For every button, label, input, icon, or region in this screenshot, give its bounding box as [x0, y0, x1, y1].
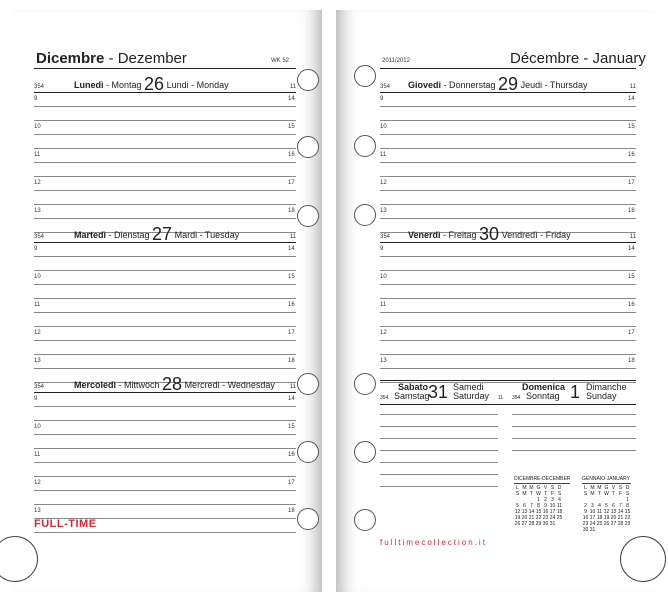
hour-label: 10 — [34, 424, 41, 430]
hour-label-right: 18 — [288, 208, 295, 214]
hour-label: 13 — [34, 508, 41, 514]
hour-label: 11 — [380, 152, 387, 158]
binder-hole — [354, 373, 376, 395]
binder-hole — [297, 205, 319, 227]
mini-calendar-january: GENNAIO-JANUARY L M M G V S D S M T W T F S 1 2 3 4 5 6 7 8 9 10 11 12 13 14 15 16 17 18 19 20 21 22 23 24 25 26 27 28 29 30 31 — [582, 476, 631, 533]
hour-label-right: 16 — [288, 452, 295, 458]
hour-label-right: 14 — [288, 96, 295, 102]
hour-label: 11 — [34, 152, 41, 158]
hour-label-right: 15 — [288, 124, 295, 130]
binder-hole — [297, 441, 319, 463]
binder-hole — [297, 69, 319, 91]
hour-label-right: 14 — [628, 96, 635, 102]
hour-label: 10 — [380, 274, 387, 280]
left-page: Dicembre - Dezember WK 52 354 Lunedì - Montag 26 Lundi - Monday 11 9 14 10 15 11 16 12 17 13 18 354 Martedì - Dienstag 27 Mardi - Tuesday 11 9 14 10 15 11 16 12 17 13 18 354 Mercoledì - Mittwoch 28 Mercredi - Wednesday 11 9 14 10 15 11 16 12 17 13 18 FULL-TIME — [14, 10, 322, 592]
corner-cut — [620, 536, 666, 582]
hour-label: 9 — [380, 96, 384, 102]
month-title-left: Dicembre - Dezember — [36, 50, 187, 67]
hour-label: 13 — [34, 208, 41, 214]
hour-label: 12 — [34, 480, 41, 486]
binder-hole — [354, 509, 376, 531]
hour-label: 12 — [380, 330, 387, 336]
binder-hole — [354, 65, 376, 87]
hour-label: 13 — [34, 358, 41, 364]
year-label: 2011/2012 — [382, 58, 410, 64]
hour-label: 10 — [380, 124, 387, 130]
hour-label-right: 16 — [288, 302, 295, 308]
hour-label-right: 15 — [288, 424, 295, 430]
hour-label: 9 — [34, 396, 38, 402]
hour-label-right: 14 — [628, 246, 635, 252]
binder-hole — [297, 136, 319, 158]
hour-label: 10 — [34, 124, 41, 130]
hour-label-right: 18 — [628, 208, 635, 214]
binder-hole — [354, 135, 376, 157]
hour-label: 12 — [34, 330, 41, 336]
right-page: 2011/2012 Décembre - January 354 Giovedì - Donnerstag 29 Jeudi - Thursday 11 9 14 10 15 11 16 12 17 13 18 354 Venerdì - Freitag 30 Vendredì - Friday 11 9 14 10 15 11 16 12 17 13 18 Sabato Samstag 354 31 Samedi Saturday 11 Domenica Sonntag 354 1 Dimanche Sunday DICEMBRE-DECEMBER L M M G V S D S M T W T F S 1 2 3 4 5 6 7 8 9 10 11 12 13 14 15 16 17 18 19 20 21 22 23 24 25 26 27 28 29 30 31 GENNAIO-JANUARY L M M G V S D S M T W T F S 1 2 3 4 5 6 7 8 9 10 11 12 13 14 15 16 17 18 19 20 21 22 23 24 25 26 27 28 29 30 31 fulltimecollection.it — [336, 10, 654, 592]
hour-label-right: 17 — [628, 180, 635, 186]
binder-hole — [354, 204, 376, 226]
hour-label-right: 16 — [628, 302, 635, 308]
hour-label: 11 — [34, 302, 41, 308]
mini-calendar-december: DICEMBRE-DECEMBER L M M G V S D S M T W T F S 1 2 3 4 5 6 7 8 9 10 11 12 13 14 15 16 17 18 19 20 21 22 23 24 25 26 27 28 29 30 31 — [514, 476, 571, 527]
hour-label: 11 — [380, 302, 387, 308]
hour-label-right: 14 — [288, 246, 295, 252]
hour-label-right: 17 — [288, 330, 295, 336]
hour-label-right: 18 — [288, 508, 295, 514]
hour-label: 10 — [34, 274, 41, 280]
hour-label-right: 17 — [628, 330, 635, 336]
hour-label: 12 — [34, 180, 41, 186]
hour-label-right: 15 — [628, 274, 635, 280]
website-url: fulltimecollection.it — [380, 538, 487, 547]
hour-label-right: 16 — [288, 152, 295, 158]
hour-label-right: 16 — [628, 152, 635, 158]
brand-logo: FULL-TIME — [34, 518, 97, 530]
hour-label: 13 — [380, 358, 387, 364]
hour-label: 9 — [380, 246, 384, 252]
hour-label-right: 14 — [288, 396, 295, 402]
hour-label-right: 17 — [288, 480, 295, 486]
binder-hole — [297, 373, 319, 395]
hour-label: 13 — [380, 208, 387, 214]
hour-label-right: 18 — [288, 358, 295, 364]
hour-label-right: 18 — [628, 358, 635, 364]
hour-label-right: 15 — [288, 274, 295, 280]
hour-label-right: 15 — [628, 124, 635, 130]
month-title-right: Décembre - January — [510, 50, 646, 67]
week-number: WK 52 — [271, 58, 290, 64]
hour-label: 11 — [34, 452, 41, 458]
binder-hole — [354, 441, 376, 463]
hour-label: 9 — [34, 96, 38, 102]
hour-label: 9 — [34, 246, 38, 252]
hour-label: 12 — [380, 180, 387, 186]
hour-label-right: 17 — [288, 180, 295, 186]
binder-hole — [297, 508, 319, 530]
